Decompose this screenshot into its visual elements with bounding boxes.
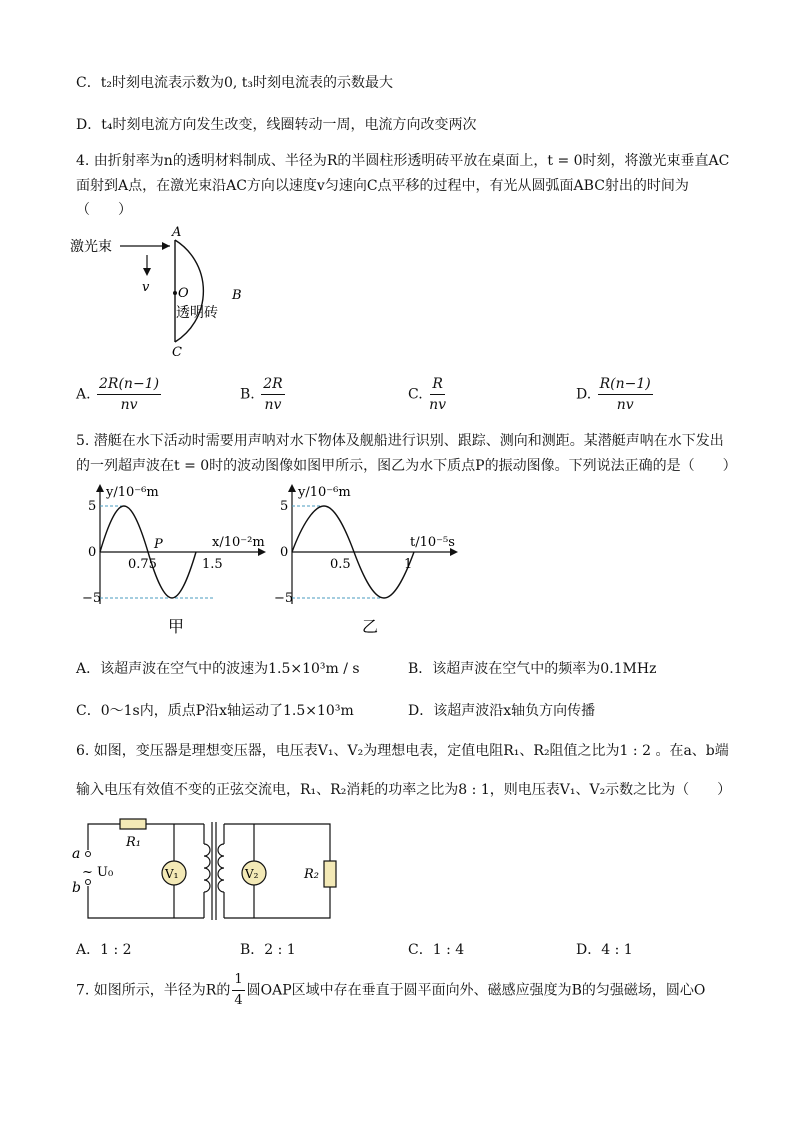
q4-stem-line3: （ ） — [76, 202, 132, 218]
q4-option-a: A. $\frac{2R(n-1)}{nv}$ — [76, 376, 160, 413]
q6-stem-line1: 6. 如图，变压器是理想变压器，电压表V₁、V₂为理想电表，定值电阻R₁、R₂阻值之比为1 : 2 。在a、b端 — [76, 743, 729, 759]
svg-text:R₁: R₁ — [126, 835, 141, 850]
q6-circuit-diagram — [68, 814, 338, 926]
q6-option-d: D．4 : 1 — [576, 942, 633, 958]
q4-option-b: B. $\frac{2R}{nv}$ — [240, 376, 283, 413]
q5-option-b: B．该超声波在空气中的频率为0.1MHz — [408, 661, 657, 677]
svg-text:C: C — [172, 345, 182, 360]
q4-option-d: D. $\frac{R(n-1)}{nv}$ — [576, 376, 651, 413]
q4-figure-half-cylinder — [70, 222, 260, 362]
beam-label: 激光束 — [70, 239, 112, 255]
svg-text:5: 5 — [280, 499, 289, 514]
svg-text:0: 0 — [280, 545, 289, 560]
body-label: 透明砖 — [176, 305, 218, 321]
svg-text:~ U₀: ~ U₀ — [82, 865, 114, 880]
q4-option-c: C. $\frac{R}{nv}$ — [408, 376, 447, 413]
svg-text:B: B — [232, 288, 242, 303]
svg-text:0.75: 0.75 — [128, 557, 157, 572]
q7-stem: 7. 如图所示，半径为R的 $\frac{1}{4}$ 圆OAP区域中存在垂直于圆平面向外、磁感应强度为B的匀强磁场，圆心O — [76, 972, 706, 1008]
q5-option-a: A．该超声波在空气中的波速为1.5×10³m / s — [76, 661, 360, 677]
q5-option-d: D．该超声波沿x轴负方向传播 — [408, 703, 596, 719]
svg-text:0: 0 — [88, 545, 97, 560]
svg-text:a: a — [72, 846, 81, 862]
q5-stem-line1: 5. 潜艇在水下活动时需要用声呐对水下物体及舰船进行识别、跟踪、测向和测距。某潜艇声呐在水下发出 — [76, 433, 724, 449]
svg-text:−5: −5 — [274, 591, 294, 606]
q5-graph-vibration — [276, 482, 466, 642]
q6-option-b: B．2 : 1 — [240, 942, 296, 958]
svg-text:乙: 乙 — [362, 617, 379, 636]
svg-text:P: P — [154, 537, 163, 552]
svg-text:y/10⁻⁶m: y/10⁻⁶m — [106, 485, 159, 500]
svg-text:y/10⁻⁶m: y/10⁻⁶m — [298, 485, 351, 500]
q5-option-c: C．0～1s内，质点P沿x轴运动了1.5×10³m — [76, 703, 354, 719]
q3-option-c: C．t₂时刻电流表示数为0, t₃时刻电流表的示数最大 — [76, 75, 393, 91]
q5-stem-line2: 的一列超声波在t = 0时的波动图像如图甲所示，图乙为水下质点P的振动图像。下列说法正确的是（ ） — [76, 458, 737, 474]
q6-option-a: A．1 : 2 — [76, 942, 132, 958]
svg-text:V₁: V₁ — [165, 867, 179, 881]
svg-text:R₂: R₂ — [304, 867, 319, 882]
q6-stem-line2: 输入电压有效值不变的正弦交流电，R₁、R₂消耗的功率之比为8 : 1，则电压表V₁、V₂示数之比为（ ） — [76, 782, 732, 798]
svg-text:b: b — [72, 880, 81, 896]
svg-text:t/10⁻⁵s: t/10⁻⁵s — [410, 535, 455, 550]
q4-stem-line1: 4. 由折射率为n的透明材料制成、半径为R的半圆柱形透明砖平放在桌面上，t = 0时刻，将激光束垂直AC — [76, 153, 730, 169]
svg-text:V₂: V₂ — [245, 867, 259, 881]
svg-text:0.5: 0.5 — [330, 557, 351, 572]
q6-option-c: C．1 : 4 — [408, 942, 465, 958]
svg-text:1.5: 1.5 — [202, 557, 223, 572]
svg-text:甲: 甲 — [168, 617, 185, 636]
velocity-label: v — [142, 280, 150, 295]
svg-text:O: O — [178, 286, 189, 301]
q5-graph-wave — [84, 482, 274, 642]
q4-stem-line2: 面射到A点，在激光束沿AC方向以速度v匀速向C点平移的过程中，有光从圆弧面ABC射出的时间为 — [76, 178, 689, 194]
q3-option-d: D．t₄时刻电流方向发生改变，线圈转动一周，电流方向改变两次 — [76, 117, 477, 133]
svg-text:−5: −5 — [82, 591, 102, 606]
svg-text:A: A — [172, 225, 182, 240]
svg-text:1: 1 — [404, 557, 413, 572]
svg-text:5: 5 — [88, 499, 97, 514]
svg-text:x/10⁻²m: x/10⁻²m — [212, 535, 265, 550]
